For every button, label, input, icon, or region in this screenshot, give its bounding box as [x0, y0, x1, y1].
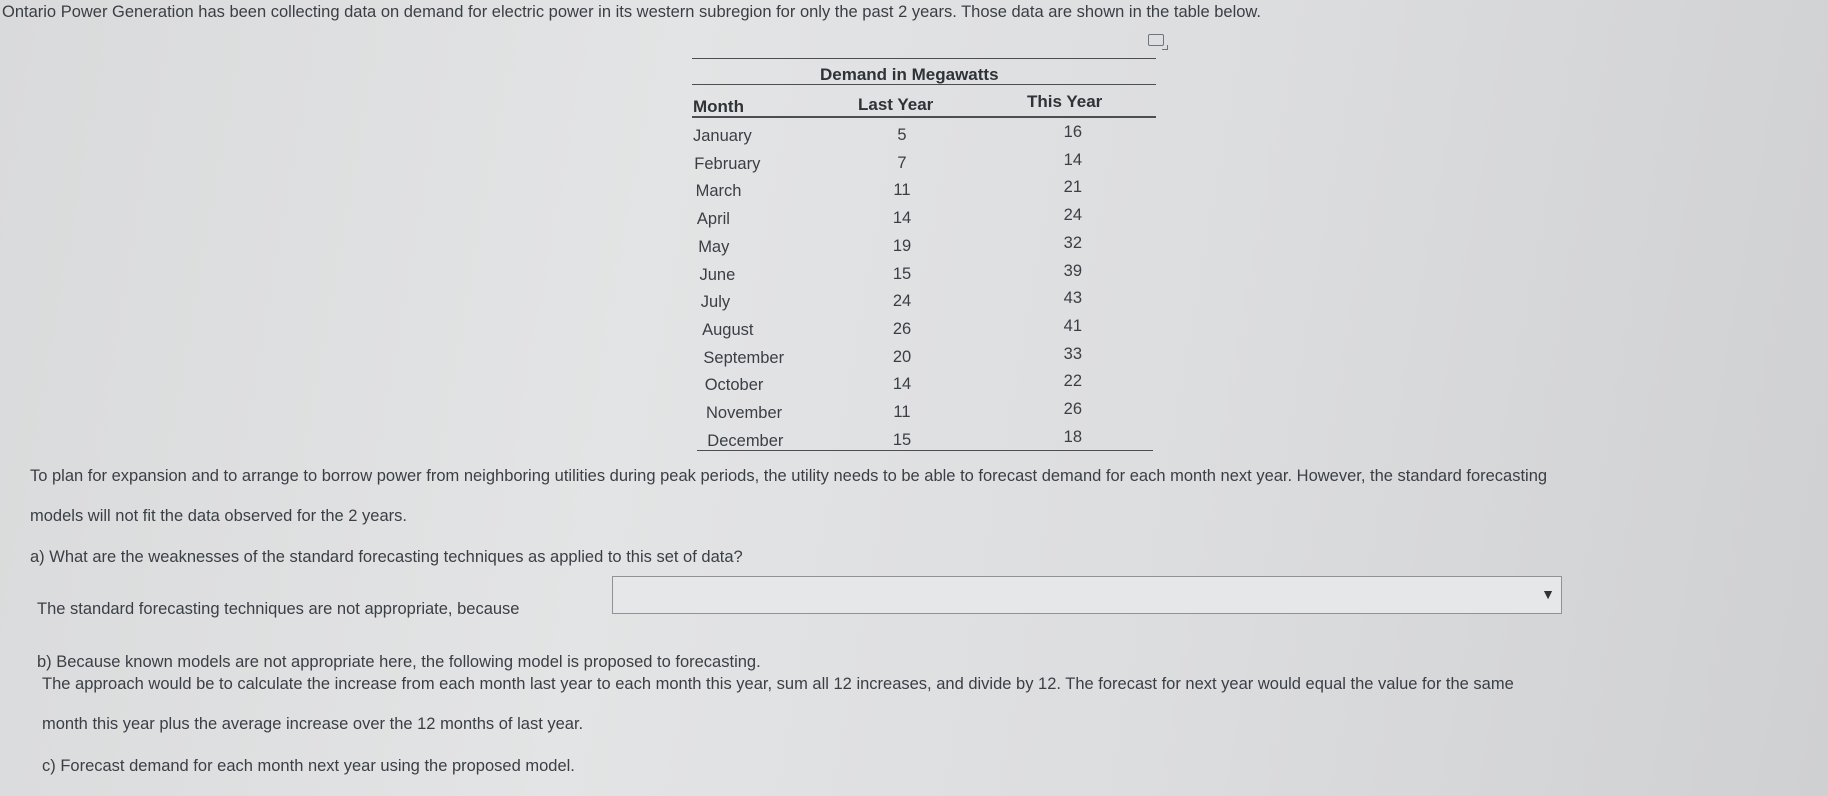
plan-text-line1: To plan for expansion and to arrange to borrow power from neighboring utilities during peak periods, the utility needs to be able to forecast demand for each month next year. However, the standard forecasting [30, 467, 1548, 485]
row-last-year: 5 [897, 126, 907, 144]
row-month: November [706, 404, 783, 422]
row-this-year: 43 [1063, 289, 1082, 308]
row-last-year: 15 [892, 430, 912, 449]
dropdown-arrow-icon[interactable]: ▼ [1541, 586, 1555, 602]
question-c: c) Forecast demand for each month next year using the proposed model. [42, 757, 575, 775]
row-this-year: 24 [1063, 206, 1082, 225]
group-header: Demand in Megawatts [820, 65, 999, 84]
col-header-last-year: Last Year [858, 95, 934, 114]
plan-text-line2: models will not fit the data observed for the 2 years. [30, 507, 407, 525]
row-month: September [703, 348, 785, 367]
question-a: a) What are the weaknesses of the standard forecasting techniques as applied to this set of data? [30, 548, 743, 566]
answer-a-dropdown[interactable] [612, 576, 1562, 614]
row-this-year: 26 [1063, 400, 1082, 418]
row-month: May [698, 237, 730, 256]
row-this-year: 32 [1063, 233, 1082, 252]
row-month: December [707, 431, 784, 450]
row-last-year: 26 [892, 319, 912, 338]
row-month: January [693, 127, 752, 145]
row-this-year: 22 [1063, 372, 1082, 391]
row-month: March [695, 182, 742, 201]
intro-text: Ontario Power Generation has been collecting data on demand for electric power in its western subregion for only the past 2 years. Those data are shown in the table below. [2, 3, 1262, 21]
row-month: August [702, 320, 754, 339]
row-month: April [696, 210, 730, 229]
row-last-year: 14 [892, 209, 912, 228]
row-last-year: 20 [892, 347, 912, 366]
col-header-this-year: This Year [1027, 92, 1103, 111]
row-last-year: 7 [897, 153, 907, 172]
row-last-year: 14 [892, 375, 912, 394]
row-this-year: 16 [1063, 123, 1082, 141]
row-last-year: 19 [892, 236, 912, 255]
row-last-year: 11 [893, 403, 911, 421]
row-last-year: 15 [892, 264, 912, 283]
row-last-year: 24 [892, 292, 912, 311]
copy-icon[interactable] [1148, 34, 1164, 46]
row-this-year: 14 [1063, 150, 1082, 169]
row-this-year: 39 [1063, 261, 1082, 280]
answer-a-prefix: The standard forecasting techniques are not appropriate, because [37, 600, 520, 618]
row-this-year: 21 [1063, 178, 1082, 197]
row-this-year: 18 [1063, 427, 1082, 446]
approach-text-line1: The approach would be to calculate the increase from each month last year to each month this year, sum all 12 increases, and divide by 12. The forecast for next year would equal the value for the same [42, 675, 1514, 693]
row-month: February [694, 154, 761, 173]
row-this-year: 41 [1063, 316, 1082, 335]
approach-text-line2: month this year plus the average increase over the 12 months of last year. [42, 715, 584, 733]
col-header-month: Month [693, 97, 744, 116]
row-month: June [699, 265, 736, 284]
row-last-year: 11 [893, 181, 911, 200]
row-month: July [700, 293, 731, 312]
question-b: b) Because known models are not appropriate here, the following model is proposed to forecasting. [37, 653, 761, 671]
row-month: October [704, 376, 764, 395]
row-this-year: 33 [1063, 344, 1082, 363]
